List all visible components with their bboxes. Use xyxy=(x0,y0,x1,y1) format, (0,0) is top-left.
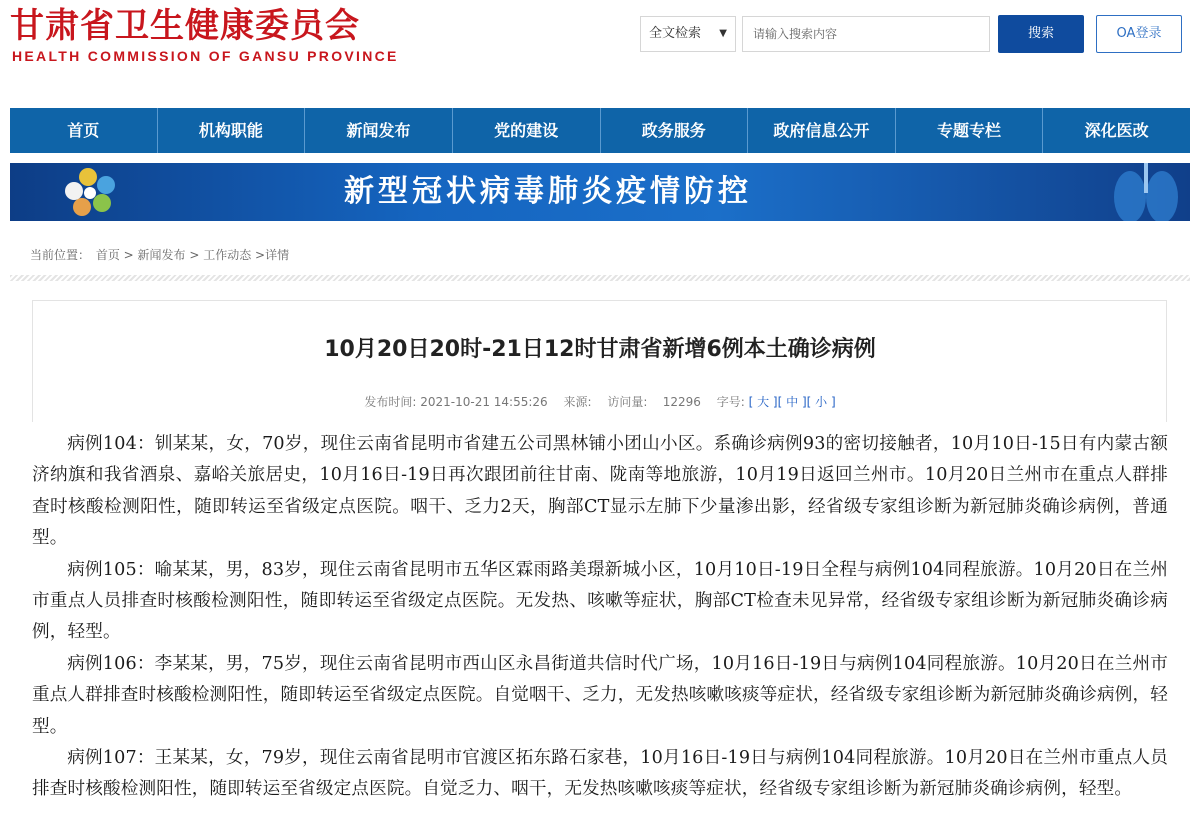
breadcrumb-path[interactable]: 首页 > 新闻发布 > 工作动态 >详情 xyxy=(95,248,290,262)
main-nav xyxy=(10,108,1190,153)
site-logo-en: HEALTH COMMISSION OF GANSU PROVINCE xyxy=(12,48,399,64)
nav-item-party[interactable]: 党的建设 xyxy=(453,108,601,153)
search-input[interactable] xyxy=(742,16,990,52)
nav-item-reform[interactable]: 深化医改 xyxy=(1084,121,1149,140)
search-scope-label: 全文检索 xyxy=(649,26,702,41)
nav-item-home[interactable]: 首页 xyxy=(10,108,158,153)
paragraph: 病例105：喻某某，男，83岁，现住云南省昆明市五华区霖雨路美璟新城小区，10月10日-19日全程与病例104同程旅游。10月20日在兰州市重点人员排查时核酸检测阳性，随即转运至省级定点医院。无发热、咳嗽等症状，胸部CT检查未见异常，经省级专家组诊断为新冠肺炎确诊病例，轻型。 xyxy=(32,559,1168,643)
publish-label: 发布时间: 2021-10-21 14:55:26 xyxy=(364,395,548,409)
publish-time: 2021-10-21 14:55:26 xyxy=(420,395,548,409)
paragraph: 病例107：王某某，女，79岁，现住云南省昆明市官渡区拓东路石家巷，10月16日-19日与病例104同程旅游。10月20日在兰州市重点人员排查时核酸检测阳性，随即转运至省级定点医院。自觉乏力、咽干，无发热咳嗽咳痰等症状，经省级专家组诊断为新冠肺炎确诊病例，轻型。 xyxy=(32,748,1168,800)
lung-icon xyxy=(1080,163,1190,221)
nav-item-services[interactable]: 政务服务 xyxy=(601,108,749,153)
flower-logo-icon xyxy=(50,163,140,221)
source-label: 来源: xyxy=(563,395,592,409)
covid-banner[interactable] xyxy=(10,163,1190,221)
nav-item-gov-info[interactable]: 政府信息公开 xyxy=(748,108,896,153)
breadcrumb-label: 当前位置： xyxy=(30,248,91,262)
breadcrumb xyxy=(30,244,1190,266)
paragraph: 病例104：钏某某，女，70岁，现住云南省昆明市省建五公司黑林铺小团山小区。系确诊病例93的密切接触者，10月10日-15日有内蒙古额济纳旗和我省酒泉、嘉峪关旅居史，10月16日-19日再次跟团前往甘南、陇南等地旅游，10月19日返回兰州市。10月20日兰州市在重点人群排查时核酸检测阳性，随即转运至省级定点医院。咽干、乏力2天，胸部CT显示左肺下少量渗出影，经省级专家组诊断为新冠肺炎确诊病例，普通型。 xyxy=(32,434,1168,549)
nav-item-news[interactable]: 新闻发布 xyxy=(305,108,453,153)
article-title: 10月20日20时-21日12时甘肃省新增6例本土确诊病例 xyxy=(324,337,876,362)
banner-title: 新型冠状病毒肺炎疫情防控 xyxy=(344,174,752,209)
paragraph: 病例106：李某某，男，75岁，现住云南省昆明市西山区永昌街道共信时代广场，10月16日-19日与病例104同程旅游。10月20日在兰州市重点人群排查时核酸检测阳性，随即转运至省级定点医院。自觉咽干、乏力，无发热咳嗽咳痰等症状，经省级专家组诊断为新冠肺炎确诊病例，轻型。 xyxy=(32,653,1168,737)
article-meta xyxy=(0,392,1200,412)
divider xyxy=(10,275,1190,281)
article-body xyxy=(0,422,1200,834)
oa-login-button[interactable]: OA登录 xyxy=(1096,15,1182,53)
site-logo-cn[interactable]: 甘肃省卫生健康委员会 xyxy=(10,6,360,46)
search-button[interactable]: 搜索 xyxy=(998,15,1084,53)
font-size-large[interactable]: 大 xyxy=(757,395,770,409)
search-scope-select[interactable] xyxy=(640,16,736,52)
font-size-medium[interactable]: 中 xyxy=(786,395,799,409)
site-header xyxy=(0,0,1200,108)
views-count: 12296 xyxy=(662,395,701,409)
font-size-control: 字号: [ 大 ][ 中 ][ 小 ] xyxy=(716,395,836,409)
chevron-down-icon: ▼ xyxy=(719,28,727,39)
nav-item-topics[interactable]: 专题专栏 xyxy=(896,108,1044,153)
nav-item-organization[interactable]: 机构职能 xyxy=(158,108,306,153)
font-size-small[interactable]: 小 xyxy=(815,395,828,409)
views-label: 访问量: 12296 xyxy=(607,395,701,409)
